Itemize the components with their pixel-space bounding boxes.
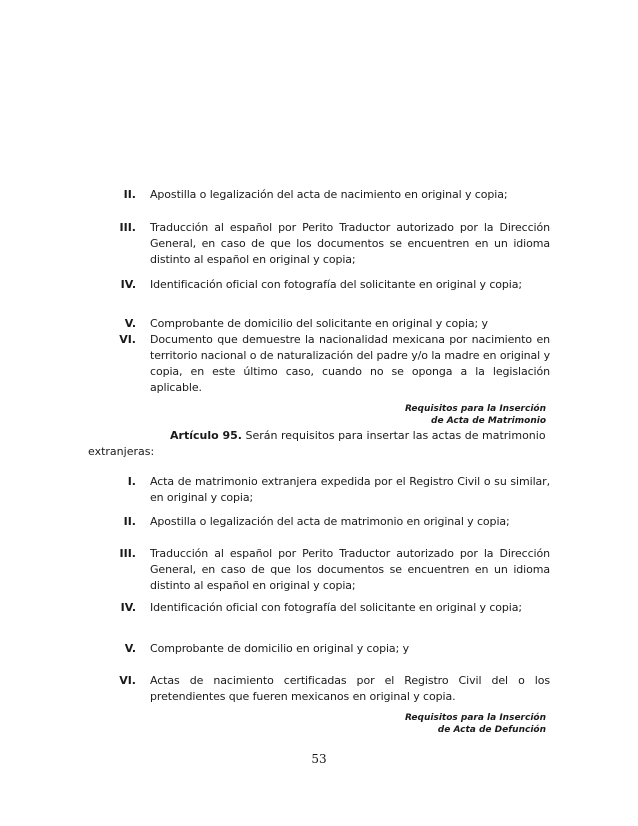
item-text: Documento que demuestre la nacionalidad mexicana por nacimiento en territorio nacional o de naturalización del padre y/o la madre en original y copia, en este último caso, cuando no se oponga a la legislación aplicable. — [150, 333, 550, 394]
heading-line: Requisitos para la Inserción — [404, 713, 546, 723]
item-number: I. — [127, 475, 136, 488]
section-heading — [405, 712, 546, 736]
item-text: Identificación oficial con fotografía del solicitante en original y copia; — [150, 601, 523, 614]
item-text: Actas de nacimiento certificadas por el Registro Civil del o los pretendientes que fueren mexicanos en original y copia. — [150, 674, 550, 703]
item-text: Acta de matrimonio extranjera expedida por el Registro Civil o su similar, en original y copia; — [150, 475, 550, 504]
item-text: Traducción al español por Perito Traductor autorizado por la Dirección General, en caso de que los documentos se encuentren en un idioma distinto al español en original y copia; — [150, 221, 550, 266]
item-number: IV. — [120, 601, 136, 614]
article-continuation — [88, 444, 548, 460]
item-text: Comprobante de domicilio del solicitante en original y copia; y — [150, 317, 488, 330]
item-text: Identificación oficial con fotografía del solicitante en original y copia; — [150, 278, 523, 291]
item-number: III. — [119, 221, 136, 234]
heading-line: de Acta de Matrimonio — [431, 416, 546, 426]
article-label: Artículo 95. — [170, 429, 242, 442]
item-number: II. — [123, 515, 136, 528]
article-continuation-text: extranjeras: — [88, 445, 155, 458]
list-item — [90, 514, 550, 530]
item-number: II. — [123, 188, 136, 201]
list-item — [90, 316, 550, 332]
item-text: Comprobante de domicilio en original y copia; y — [150, 642, 409, 655]
list-item — [90, 600, 550, 616]
list-item — [90, 277, 550, 293]
list-item — [90, 187, 550, 203]
item-text: Apostilla o legalización del acta de nacimiento en original y copia; — [150, 188, 508, 201]
section-heading — [405, 403, 546, 427]
page-number: 53 — [311, 752, 327, 766]
list-item — [90, 332, 550, 396]
list-item — [90, 220, 550, 268]
item-number: IV. — [120, 278, 136, 291]
list-item — [90, 641, 550, 657]
list-item — [90, 673, 550, 705]
item-number: VI. — [119, 333, 136, 346]
list-item — [90, 474, 550, 506]
item-number: V. — [124, 642, 136, 655]
heading-line: de Acta de Defunción — [437, 725, 546, 735]
article-text: Serán requisitos para insertar las actas de matrimonio — [245, 429, 546, 442]
item-number: V. — [124, 317, 136, 330]
item-number: VI. — [119, 674, 136, 687]
item-text: Apostilla o legalización del acta de matrimonio en original y copia; — [150, 515, 510, 528]
item-text: Traducción al español por Perito Traductor autorizado por la Dirección General, en caso de que los documentos se encuentren en un idioma distinto al español en original y copia; — [150, 547, 550, 592]
heading-line: Requisitos para la Inserción — [404, 404, 546, 414]
article-paragraph — [90, 428, 550, 444]
item-number: III. — [119, 547, 136, 560]
list-item — [90, 546, 550, 594]
